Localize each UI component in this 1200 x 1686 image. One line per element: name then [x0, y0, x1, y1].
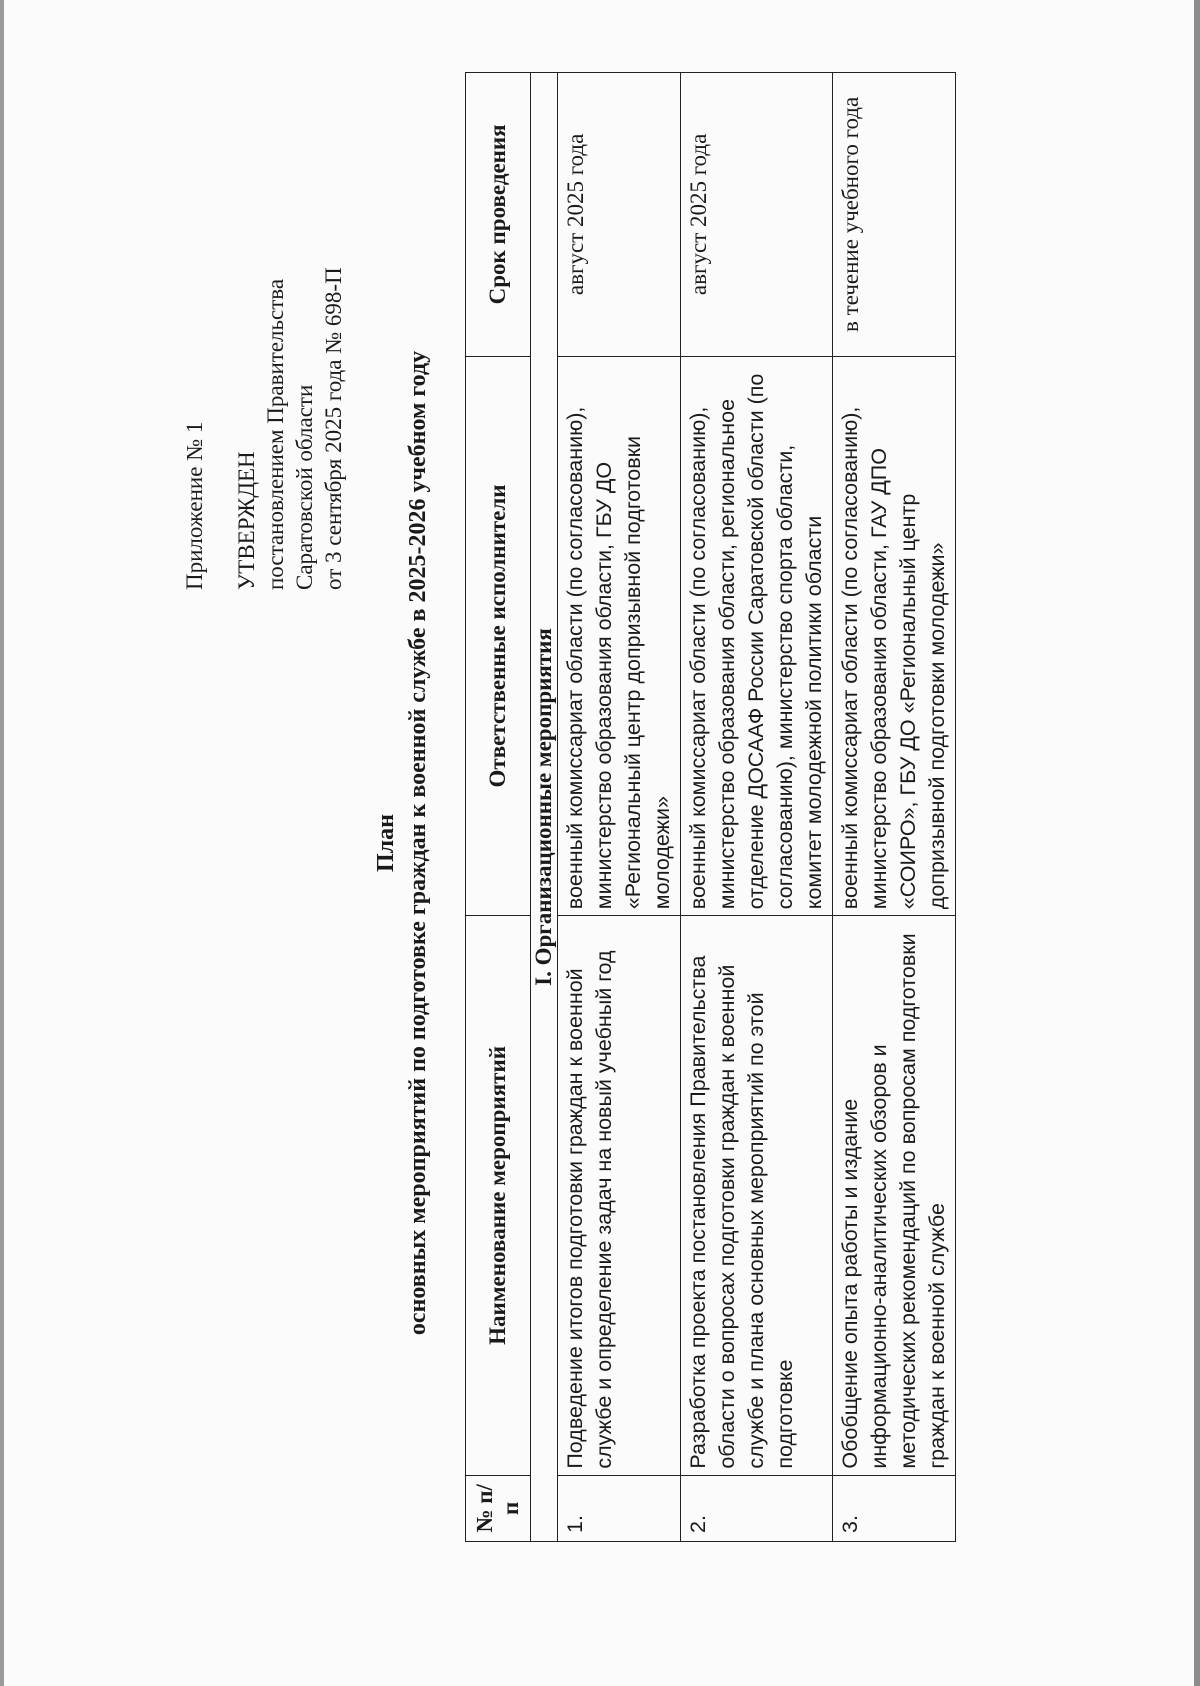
row-number: 3. — [833, 1475, 956, 1541]
approved-by-line: Саратовской области — [292, 384, 317, 590]
row-number: 2. — [681, 1475, 833, 1541]
document-title: План — [373, 814, 399, 872]
activity-name: Подведение итогов подготовки граждан к военной службе и определение задач на новый учебный год — [558, 916, 681, 1475]
responsible-executors: военный комиссариат области (по согласованию), министерство образования области, ГБУ ДО «Региональный центр допризывной подготовки молодежи» — [558, 356, 681, 915]
activity-name: Разработка проекта постановления Правительства области о вопросах подготовки граждан к военной службе и плана основных мероприятий по этой подготовке — [681, 916, 833, 1475]
table-row — [833, 73, 956, 1542]
appendix-label: Приложение № 1 — [182, 421, 207, 590]
table-row — [558, 73, 681, 1542]
deadline: август 2025 года — [681, 73, 833, 357]
deadline: август 2025 года — [558, 73, 681, 357]
deadline: в течение учебного года — [833, 73, 956, 357]
column-header-num: № п/п — [466, 1475, 531, 1541]
table-row — [681, 73, 833, 1542]
activity-name: Обобщение опыта работы и издание информационно-аналитических обзоров и методических рекомендаций по вопросам подготовки граждан к военной службе — [833, 916, 956, 1475]
row-number: 1. — [558, 1475, 681, 1541]
approved-by-line: постановлением Правительства — [263, 278, 288, 590]
approved-word: УТВЕРЖДЕН — [234, 451, 259, 590]
plan-table — [465, 72, 956, 1542]
approved-by-line: от 3 сентября 2025 года № 698-П — [321, 267, 346, 590]
table-header-row — [466, 73, 531, 1542]
document-subtitle: основных мероприятий по подготовке граждан к военной службе в 2025-2026 учебном году — [405, 350, 431, 1336]
approval-block — [232, 267, 348, 590]
column-header-term: Срок проведения — [466, 73, 531, 357]
column-header-name: Наименование мероприятий — [466, 916, 531, 1475]
section-row — [531, 73, 558, 1542]
section-heading: I. Организационные мероприятия — [531, 73, 558, 1542]
responsible-executors: военный комиссариат области (по согласованию), министерство образования области, ГАУ ДПО «СОИРО», ГБУ ДО «Региональный центр допризывной подготовки молодежи» — [833, 356, 956, 915]
column-header-responsible: Ответственные исполнители — [466, 356, 531, 915]
responsible-executors: военный комиссариат области (по согласованию), министерство образования области, региональное отделение ДОСААФ России Саратовской области (по согласованию), министерство спорта области, комитет молодежной политики области — [681, 356, 833, 915]
